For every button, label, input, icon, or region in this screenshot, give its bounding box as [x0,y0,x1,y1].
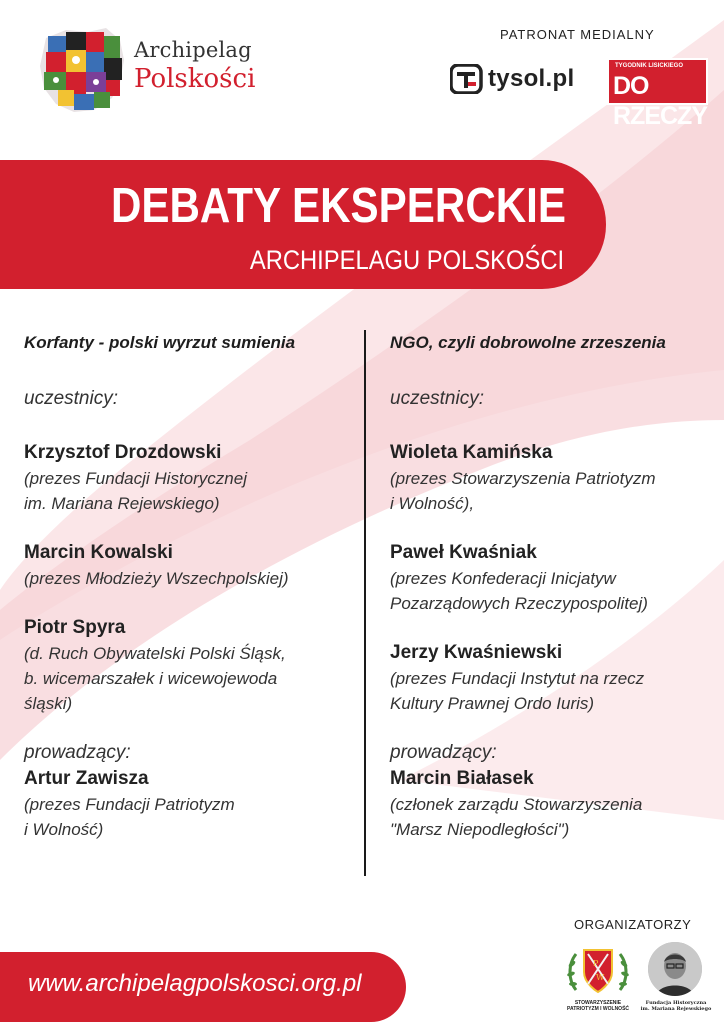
participant-name: Jerzy Kwaśniewski [390,642,563,663]
participant-name: Paweł Kwaśniak [390,542,537,563]
debate-topic: Korfanty - polski wyrzut sumienia [24,333,296,352]
participant-role: (prezes Konfederacji Inicjatyw Pozarządowych Rzeczypospolitej) [390,569,648,613]
participants-label: uczestnicy: [390,388,484,409]
organizers-title: ORGANIZATORZY [574,917,692,932]
svg-text:W: W [596,973,605,982]
archipelag-logo [36,26,286,116]
participant-name: Wioleta Kamińska [390,442,553,463]
moderator-label: prowadzący: [24,742,131,763]
debate-right [390,330,720,842]
logo-text-archipelag: Archipelag [134,38,252,62]
column-divider [364,330,366,876]
participant-name: Krzysztof Drozdowski [24,442,222,463]
website-link[interactable]: www.archipelagpolskosci.org.pl [28,970,362,997]
participant-role: (prezes Młodzieży Wszechpolskiej) [24,569,289,588]
participant-name: Marcin Kowalski [24,542,173,563]
moderator-name: Marcin Białasek [390,768,534,789]
page-title: DEBATY EKSPERCKIE [110,179,567,233]
logo-text-polskosci: Polskości [134,64,256,94]
organizer-fundacja-historyczna [640,940,712,1020]
patronat-title: PATRONAT MEDIALNY [500,27,655,42]
svg-text:P: P [593,959,599,968]
participant-role: (prezes Fundacji Historycznej im. Mariana Rejewskiego) [24,469,247,513]
organizer-caption: STOWARZYSZENIE PATRIOTYZM I WOLNOŚĆ [566,1000,630,1012]
poland-map-icon [36,26,128,114]
do-rzeczy-tagline: TYGODNIK LISICKIEGO [615,63,684,69]
organizer-caption: Fundacja Historyczna im. Mariana Rejewskiego [640,1000,712,1012]
participants-label: uczestnicy: [24,388,118,409]
title-banner [0,160,606,289]
tysol-text: tysol.pl [488,65,575,92]
portrait-photo [648,942,702,996]
moderator-role: (prezes Fundacji Patriotyzm i Wolność) [24,795,235,839]
moderator-label: prowadzący: [390,742,497,763]
tysol-logo[interactable] [450,62,590,96]
do-rzeczy-text: DO RZECZY [613,72,707,130]
laurel-shield-icon [562,940,634,1000]
do-rzeczy-logo[interactable] [607,58,708,130]
debate-left [24,330,360,842]
participant-role: (d. Ruch Obywatelski Polski Śląsk, b. wicemarszałek i wicewojewoda śląski) [24,644,286,713]
debate-topic: NGO, czyli dobrowolne zrzeszenia [390,333,666,352]
website-bar[interactable] [0,952,406,1022]
participant-name: Piotr Spyra [24,617,126,638]
organizer-patriotyzm-i-wolnosc [562,940,634,1020]
moderator-name: Artur Zawisza [24,768,149,789]
participant-role: (prezes Stowarzyszenia Patriotyzm i Wolność), [390,469,656,513]
tysol-icon [450,64,484,94]
participant-role: (prezes Fundacji Instytut na rzecz Kultury Prawnej Ordo Iuris) [390,669,645,713]
page-subtitle: ARCHIPELAGU POLSKOŚCI [249,245,564,275]
portrait-icon [648,942,702,996]
moderator-role: (członek zarządu Stowarzyszenia "Marsz Niepodległości") [390,795,643,839]
